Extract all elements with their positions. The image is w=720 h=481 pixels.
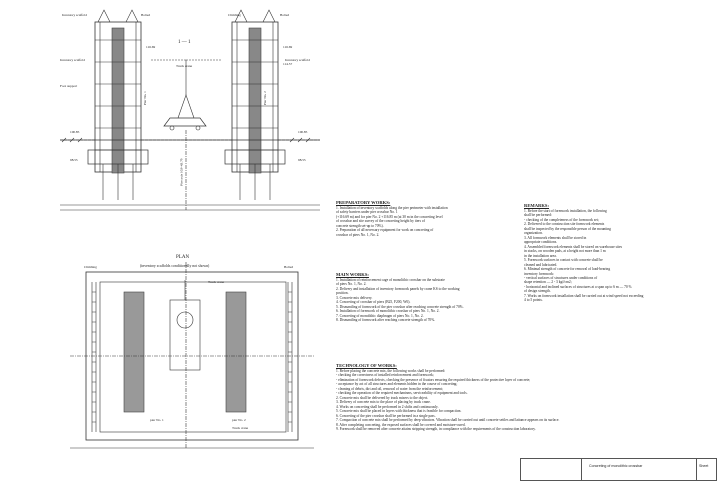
pier-right-label: Pier No. 2 [262,91,267,106]
title-block-title: Concreting of monolithic crossbar [589,464,643,468]
level-right-2: 114.57 [283,62,293,66]
title-block [520,458,717,481]
note-line: 2. Delivery and installation of inventory formwork panels by crane KS to the working [336,286,460,291]
section-title: 1 — 1 [178,40,191,45]
note-line: shall be performed: [524,213,552,218]
label-right-top: Climbing [228,13,241,17]
tech-title: TECHNOLOGY OF WORKS: [336,363,397,368]
note-line: of safety barriers under pier crossbar No. 1 [336,210,398,215]
note-line: 4. Works on concreting shall be performed in 2 shifts and continuously. [336,404,439,409]
level-100-left: 100.85 [70,130,80,134]
note-line: shape retention — 2 - 3 kgf/cm2; [524,280,572,285]
note-line: of piers No. 1, No. 2. [336,282,367,287]
note-line: 4. Assembled formwork elements shall be stored on warehouse sites [524,244,623,249]
note-line: 6. Concreting of the pier crossbar shall be performed in a single pass. [336,413,436,418]
label-crane: Truck crane [176,64,193,68]
note-line: 1. Before placing the concrete mix, the following works shall be performed: [336,368,446,373]
note-line: - cleaning of debris, dirt and oil, removal of water from the reinforcement; [336,386,443,391]
note-line: - checking the operation of the required mechanisms, serviceability of equipment and tools. [336,391,468,396]
tech-notes [336,363,636,432]
label-left-side: Inventory scaffold [60,58,85,62]
note-line: - vertical surfaces of structures under conditions of [524,276,598,280]
note-line: 6. Minimal strength of concrete for removal of load-bearing [524,267,611,272]
note-line: cleaned and lubricated. [524,262,558,267]
remark-notes [524,203,684,303]
note-line: - checking of the completeness of the formwork set; [524,217,599,222]
plan-label-pier1: pier No. 1 [150,418,164,422]
note-line: 4 to 5 points. [524,298,543,303]
pier-left-label: Pier No. 1 [142,91,147,106]
note-line: 1. Before the start of formwork installation, the following [524,208,607,213]
prep-lines [336,206,486,237]
note-line: 4. Concreting of crossbar of piers (B25, F200, W6). [336,300,411,305]
note-line: 6. Installation of formwork of monolithic crossbar of piers No. 1, No. 2. [336,309,440,314]
prep-notes [336,200,486,237]
note-line: - horizontal and inclined surfaces of structures at a span up to 6 m — 70 % [524,284,632,289]
note-line: in the installation area. [524,253,557,258]
plan-label-truck: Truck crane [208,280,225,284]
note-line: of crossbar and site survey of the concreting height by tiers of [336,219,425,224]
note-line: 7. Concreting of monolithic diaphragm of piers No. 1, No. 2. [336,313,424,318]
note-line: 8. After completing concreting, the exposed surfaces shall be covered and moisture-cured. [336,422,466,427]
note-line: 5. Dismantling of formwork of the pier crossbar after reaching concrete strength of 70%. [336,304,464,309]
level-98-right: 98.55 [298,158,306,162]
note-line: of design strength. [524,289,551,294]
note-line: organization. [524,231,543,236]
note-line: 9. Formwork shall be removed after concrete attains stripping strength, in compliance with the requirements of the construction laboratory. [336,427,536,432]
note-line: - elimination of formwork defects, checking the presence of fixators ensuring the required thickness of the protective layer of concrete; [336,377,531,382]
prep-title: PREPARATORY WORKS: [336,200,391,205]
note-line: 2. Preparation of all necessary equipment for work on concreting of [336,228,434,233]
label-left-top: Inventory scaffold [62,13,87,17]
note-line: appropriate conditions. [524,240,558,245]
note-line: 8. Dismantling of formwork after reaching concrete strength of 70%. [336,318,436,323]
note-line: concrete strength set-up to 70%). [336,223,384,228]
label-right-side: Inventory scaffold [285,58,310,62]
plan-label-pier2: pier No. 2 [232,418,246,422]
note-line: 1. Installation of reinforcement cage of monolithic crossbar on the substrate [336,277,445,282]
plan-subtitle: (inventory scaffolds conditionally not shown) [140,264,210,268]
label-left-side-2: Foot support [60,84,78,88]
note-line: 1. Installation of inventory scaffolds along the pier perimeter with installation [336,205,448,210]
note-line: 3. All formwork elements shall be stored in [524,235,587,240]
tech-lines [336,369,636,432]
level-left: 116.69 [146,45,156,49]
note-line: 5. Formwork surfaces in contact with concrete shall be [524,258,603,263]
main-title: MAIN WORKS: [336,272,369,277]
note-line: 7. Compaction of concrete mix shall be performed by deep vibrators. Vibration shall be carried out until concrete settles and laitance appears on its surface. [336,418,560,423]
main-lines [336,278,486,323]
note-line: 2. Delivered to the construction site formwork elements [524,222,605,227]
plan-label-truck2: Truck crane [232,426,249,430]
level-right: 116.69 [283,45,293,49]
note-line: (+116.69 m) and for pier No. 2 +116.85 m (at 30 m in the concreting level [336,214,443,219]
note-line: shall be inspected by the responsible person of the mounting [524,226,611,231]
note-line: 2. Concrete mix shall be delivered by truck mixers to the object. [336,395,429,400]
note-line: in stacks, on wooden pads, at a height not more than 1 m [524,249,606,254]
note-line: 3. Delivery of concrete mix to the place of placing by truck crane. [336,400,431,405]
plan-label-left-top: Climbing [84,265,97,269]
note-line: inventory formwork: [524,271,555,276]
note-line: - acceptance by act of all structures and elements hidden in the course of concreting; [336,382,458,387]
remark-title: REMARKS: [524,203,550,208]
note-line: crossbar of piers No. 1, No. 2. [336,232,380,237]
level-98-left: 98.55 [70,158,78,162]
note-line: position. [336,291,349,296]
title-block-sheet: Sheet [699,464,709,468]
remark-lines [524,209,684,303]
note-line: 7. Works on formwork installation shall be carried out at wind speed not exceeding [524,293,644,298]
note-line: 5. Concrete mix shall be placed in layers with thickness that is feasible for compaction. [336,409,462,414]
plan-label-right-top: Bolted [284,265,294,269]
note-line: - checking the correctness of installed reinforcement and formwork; [336,373,434,378]
axis-label: Pier axis 103+43.79 [179,158,184,186]
note-line: 3. Concrete mix delivery. [336,295,373,300]
main-notes [336,272,486,323]
label-left-top-2: Bolted [141,13,151,17]
level-100-right: 100.85 [298,130,308,134]
plan-title: PLAN [176,255,190,260]
label-right-top-2: Bolted [280,13,290,17]
